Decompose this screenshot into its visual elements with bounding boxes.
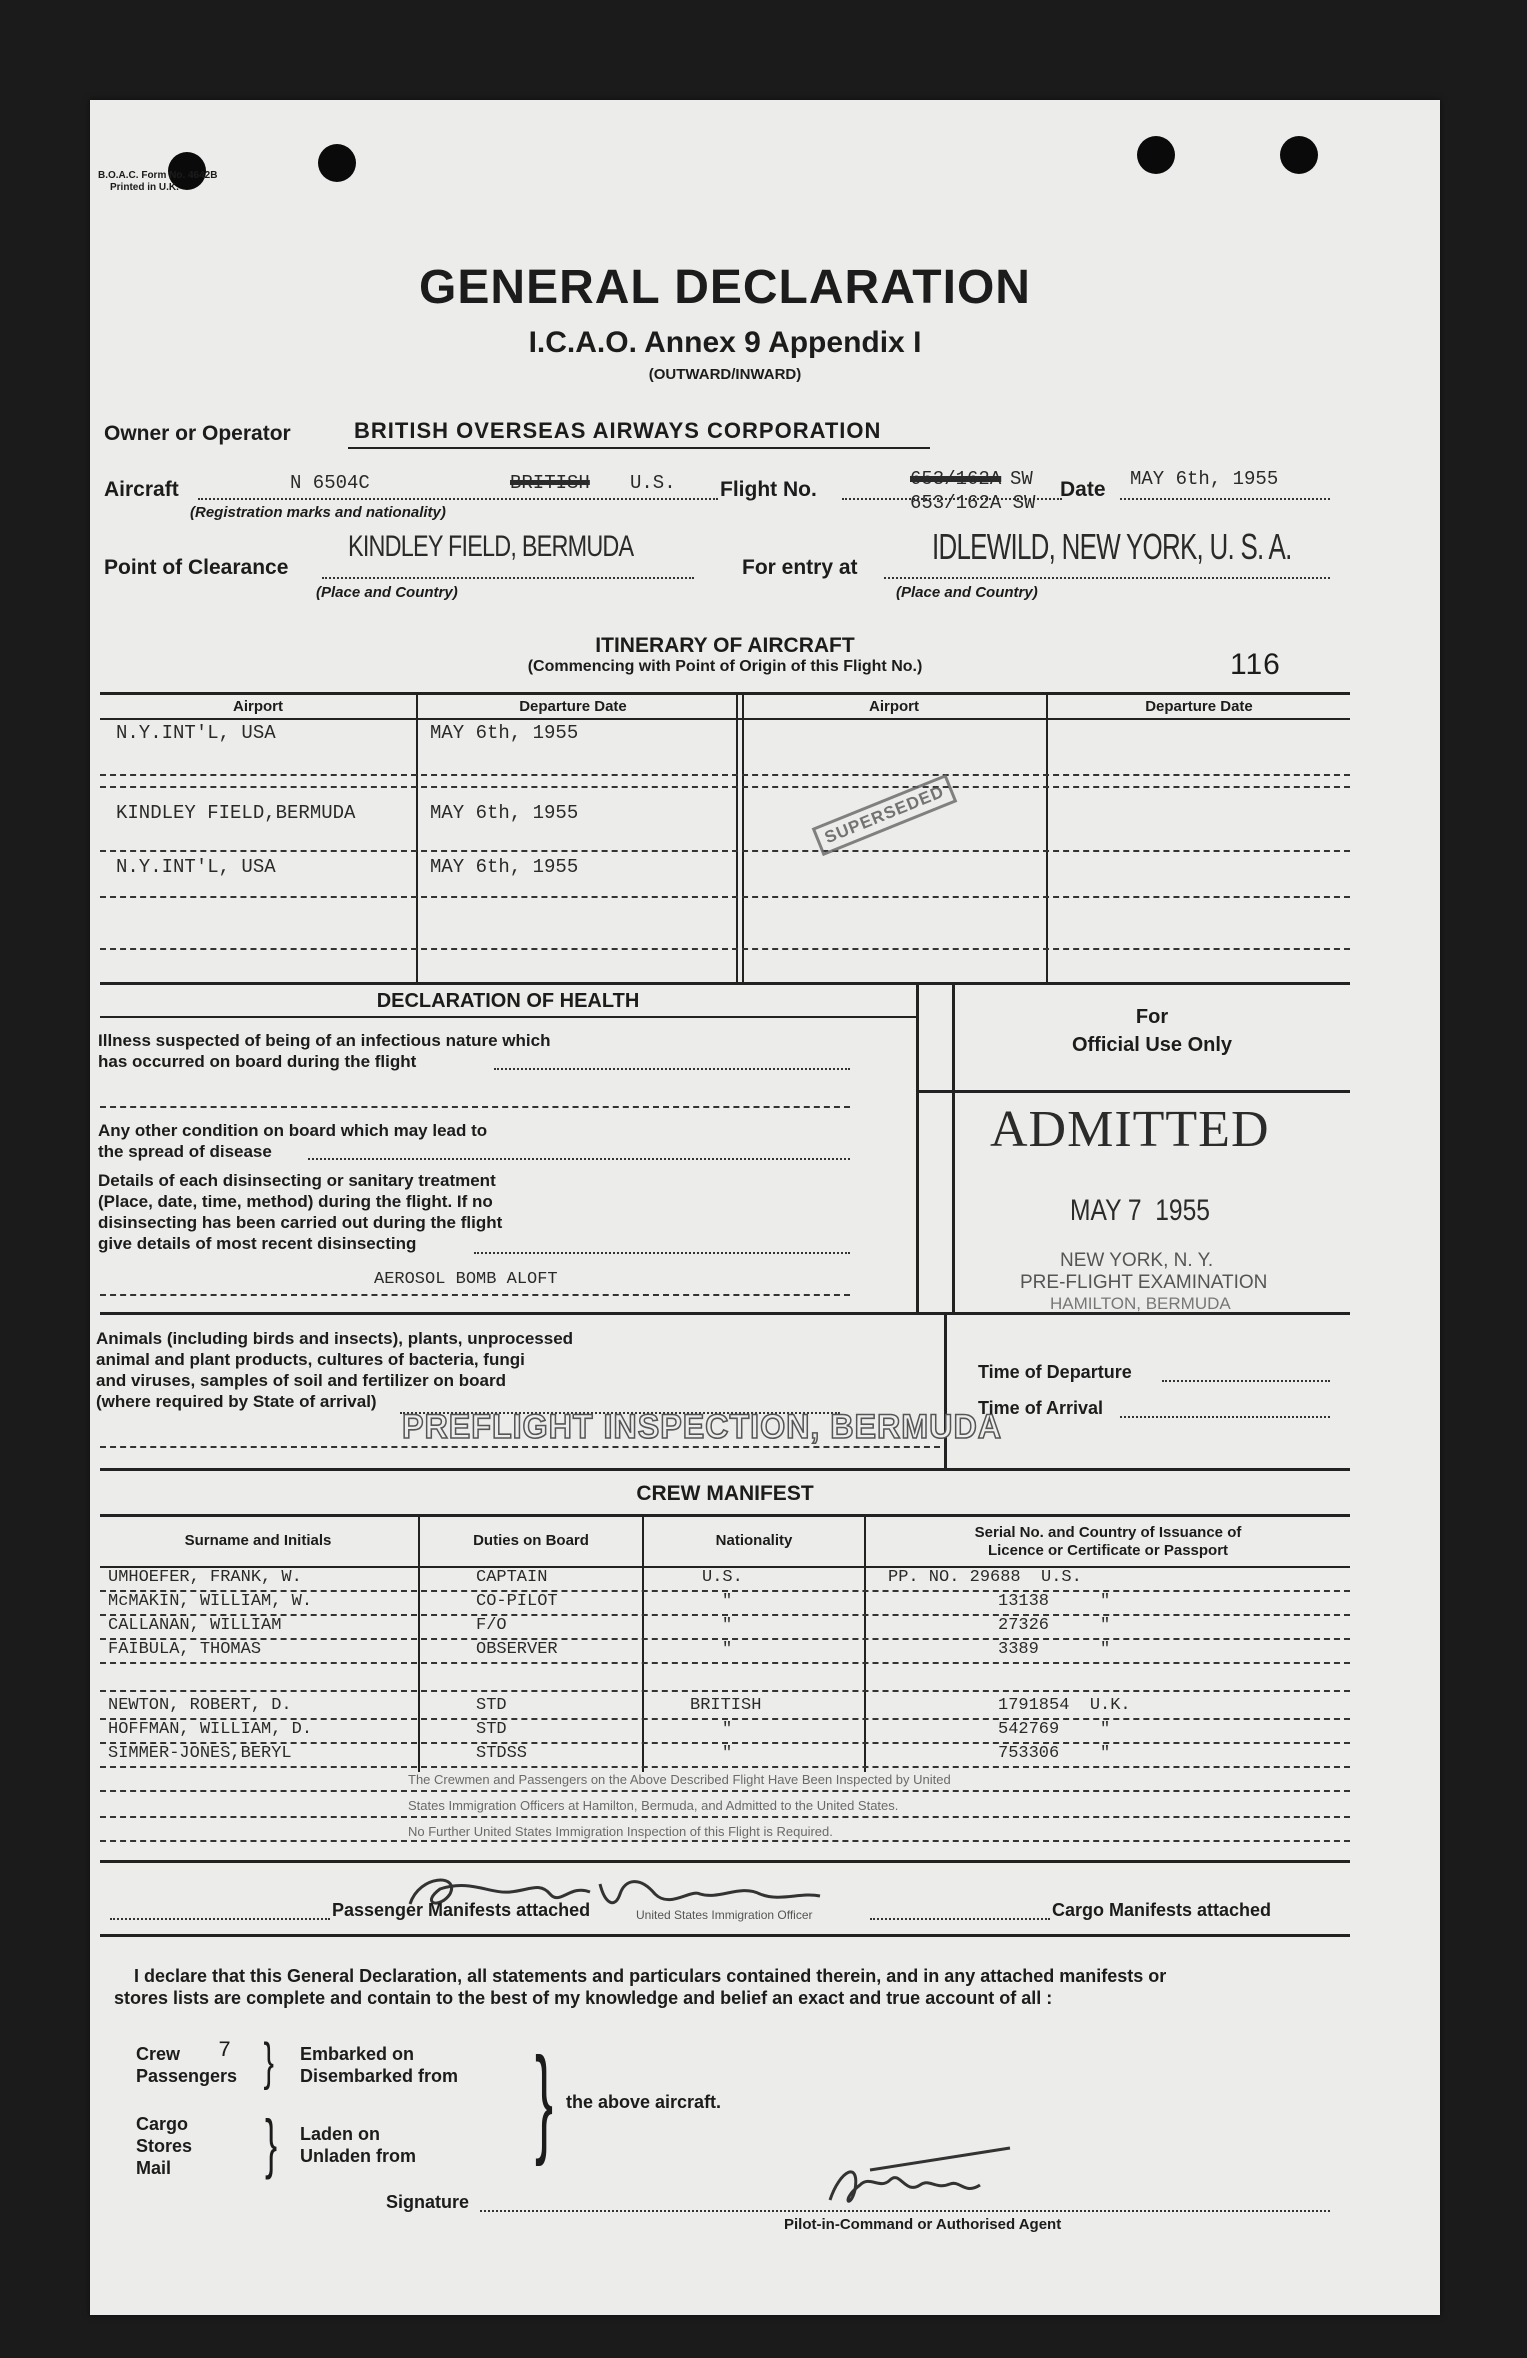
health-q2-line2: the spread of disease: [98, 1142, 272, 1161]
flight-struck-text: 653/162A: [910, 468, 1002, 490]
admitted-exam: PRE-FLIGHT EXAMINATION: [1020, 1272, 1268, 1293]
official-title-2: Official Use Only: [1071, 1034, 1233, 1056]
clearance-value: KINDLEY FIELD, BERMUDA: [348, 530, 634, 563]
signature-label: Signature: [386, 2192, 470, 2212]
health-q4-line1: Animals (including birds and insects), plants, unprocessed: [96, 1329, 574, 1348]
crew-row-duty: STDSS: [476, 1744, 528, 1763]
health-q2-line1: Any other condition on board which may lead to: [98, 1121, 488, 1140]
unladen-label: Unladen from: [300, 2146, 417, 2166]
passengers-label: Passengers: [136, 2066, 238, 2086]
crew-row-nationality: ": [722, 1720, 733, 1739]
aircraft-registration: N 6504C: [290, 472, 370, 494]
stores-label: Stores: [136, 2136, 193, 2156]
crew-row-nationality: ": [722, 1592, 733, 1611]
owner-value: BRITISH OVERSEAS AIRWAYS CORPORATION: [354, 418, 882, 443]
itinerary-number: 116: [1230, 648, 1281, 681]
crew-row-nationality: ": [722, 1744, 733, 1763]
punch-hole: [1137, 136, 1175, 174]
declaration-text-1: I declare that this General Declaration, all statements and particulars contained therein, and in any attached manifests or: [134, 1966, 1167, 1986]
date-value: MAY 6th, 1955: [1130, 468, 1279, 490]
crew-row-duty: CAPTAIN: [476, 1568, 548, 1587]
itinerary-title: ITINERARY OF AIRCRAFT: [595, 634, 855, 657]
itin-row-airport: KINDLEY FIELD,BERMUDA: [116, 802, 356, 824]
health-q3: [98, 1170, 502, 1254]
aircraft-struck-text: BRITISH: [510, 472, 590, 494]
form-subtitle2: (OUTWARD/INWARD): [648, 366, 802, 383]
declaration-form: B.O.A.C. Form No. 4642B Printed in U.K. GENERAL DECLARATION I.C.A.O. Annex 9 Appendix I (OUTWARD/INWARD) Owner or Operator BRITISH OVERSEAS AIRWAYS CORPORATION Aircraft N 6504C BRITISH U.S. (Registration marks and nationality) Flight No. 653/162A SW 653/162A SW Date MAY 6th, 1955 Point of Clearance KINDLEY FIELD, BERMUDA (Place and Country) For entry at IDLEWILD, NEW YORK, U. S. A. (Place and Country) ITINERARY OF AIRCRAFT (Commencing with Point of Origin of this Flight No.) 116 Airport Departure Date Airport Departure Date N.Y.INT'L, USA MAY 6th, 1955 KINDLEY FIELD,BERMUDA MAY 6th, 1955 N.Y.INT'L, USA MAY 6th, 1955 SUPERSEDED DECLARATION OF HEALTH Illness suspected of being of an infectious nature which has occurred on board during the flight Any other condition on board which may lead to the spread of disease Details of each disinsecting or sanitary treatment (Place, date, time, method) during the flight. If no disinsecting has been carried out during the flight give details of most recent disinsecting AEROSOL BOMB ALOFT For Official Use Only ADMITTED MAY 7 1955 NEW YORK, N. Y. PRE-FLIGHT EXAMINATION HAMILTON, BERMUDA Animals (including birds and insects), plants, unprocessed animal and plant products, cultures of bacteria, fungi and viruses, samples of soil and fertilizer on board (where required by State of arrival) PREFLIGHT INSPECTION, BERMUDA Time of Departure Time of Arrival CREW MANIFEST Surname and Initials Duties on Board Nationality Serial No. and Country of Issuance of Licence or Certificate or Passport UMHOEFER, FRANK, W. CAPTAIN U.S. PP. NO. 29688 U.S. McMAKIN, WILLIAM, W. CO-PILOT " 13138 " CALLANAN, WILLIAM F/O " 27326 " FAIBULA, THOMAS OBSERVER " 3389 " NEWTON, ROBERT, D. STD BRITISH 1791854 U.K. HOFFMAN, WILLIAM, D. STD " 542769 " SIMMER-JONES,BERYL STDSS " 753306 " The Crewmen and Passengers on the Above Described Flight Have Been Inspected by United States Immigration Officers at Hamilton, Bermuda, and Admitted to the United States. No Further United States Immigration Inspection of this Flight is Required. Passenger Manifests attached United States Immigration Officer Cargo Manifests attached I declare that this General Declaration, all statements and particulars contained therein, and in any attached manifests or stores lists are complete and contain to the best of my knowledge and belief an exact and true account of all : Crew 7 Passengers } Embarked on Disembarked from } the above aircraft. Cargo Stores Mail } Laden on Unladen from Signature Pilot-in-Command or Authorised Agent: [90, 100, 1440, 2315]
crew-row-name: SIMMER-JONES,BERYL: [108, 1744, 292, 1763]
crew-header-duties: Duties on Board: [473, 1532, 589, 1549]
declaration-text-2: stores lists are complete and contain to the best of my knowledge and belief an exact and true account of all :: [114, 1988, 1053, 2008]
passenger-manifests-label: Passenger Manifests attached: [332, 1900, 591, 1920]
itin-row-airport: N.Y.INT'L, USA: [116, 856, 276, 878]
crew-header-name: Surname and Initials: [184, 1532, 332, 1549]
form-ref-line1: B.O.A.C. Form No. 4642B: [98, 170, 218, 181]
disinsecting-answer: AEROSOL BOMB ALOFT: [374, 1270, 558, 1289]
immigration-stamp-line3: No Further United States Immigration Inspection of this Flight is Required.: [408, 1824, 833, 1839]
superseded-stamp: SUPERSEDED: [812, 774, 958, 856]
preflight-inspection-stamp: PREFLIGHT INSPECTION, BERMUDA: [402, 1408, 1002, 1446]
itin-row-airport: N.Y.INT'L, USA: [116, 722, 276, 744]
crew-row-name: UMHOEFER, FRANK, W.: [108, 1568, 302, 1587]
itin-row-date: MAY 6th, 1955: [430, 802, 579, 824]
itin-header-date-1: Departure Date: [519, 698, 627, 715]
itin-header-airport-1: Airport: [233, 698, 283, 715]
crew-row-nationality: BRITISH: [690, 1696, 762, 1715]
crew-row-name: FAIBULA, THOMAS: [108, 1640, 262, 1659]
crew-row-nationality: ": [722, 1640, 733, 1659]
disembarked-label: Disembarked from: [300, 2066, 459, 2086]
immigration-stamp-line1: The Crewmen and Passengers on the Above Described Flight Have Been Inspected by United: [408, 1772, 951, 1787]
official-title-1: For: [1135, 1006, 1169, 1028]
itin-row-date: MAY 6th, 1955: [430, 722, 579, 744]
crew-row-nationality: ": [722, 1616, 733, 1635]
health-q2: [98, 1120, 487, 1162]
itin-header-airport-2: Airport: [869, 698, 919, 715]
crew-row-serial: 13138 ": [998, 1592, 1111, 1611]
cargo-manifests-label: Cargo Manifests attached: [1052, 1900, 1272, 1920]
admitted-location: HAMILTON, BERMUDA: [1050, 1294, 1231, 1313]
punch-hole: [1280, 136, 1318, 174]
health-title: DECLARATION OF HEALTH: [376, 990, 640, 1012]
flight-number: 653/162A SW: [910, 492, 1036, 514]
crew-label: Crew: [136, 2044, 181, 2064]
cargo-label: Cargo: [136, 2114, 189, 2134]
above-aircraft-label: the above aircraft.: [566, 2092, 722, 2112]
owner-label: Owner or Operator: [104, 422, 291, 445]
entry-label: For entry at: [742, 556, 858, 579]
itin-row-date: MAY 6th, 1955: [430, 856, 579, 878]
form-ref: [98, 170, 217, 194]
entry-value: IDLEWILD, NEW YORK, U. S. A.: [932, 526, 1292, 567]
health-q1-line1: Illness suspected of being of an infectious nature which: [98, 1031, 551, 1050]
health-q1-line2: has occurred on board during the flight: [98, 1052, 417, 1071]
flight-label: Flight No.: [720, 478, 817, 501]
form-subtitle: I.C.A.O. Annex 9 Appendix I: [528, 326, 922, 359]
form-title: GENERAL DECLARATION: [419, 261, 1031, 314]
aircraft-label: Aircraft: [104, 478, 179, 501]
crew-row-serial: 542769 ": [998, 1720, 1111, 1739]
form-ref-line2: Printed in U.K.: [110, 182, 179, 193]
embarked-label: Embarked on: [300, 2044, 415, 2064]
immigration-officer-caption: United States Immigration Officer: [636, 1908, 813, 1922]
clearance-label: Point of Clearance: [104, 556, 289, 579]
health-q3-line4: give details of most recent disinsecting: [98, 1234, 417, 1253]
health-q4: [96, 1328, 573, 1412]
laden-label: Laden on: [300, 2124, 380, 2144]
entry-caption: (Place and Country): [896, 584, 1038, 601]
health-q4-line4: (where required by State of arrival): [96, 1392, 377, 1411]
crew-row-serial: 753306 ": [998, 1744, 1111, 1763]
crew-row-name: CALLANAN, WILLIAM: [108, 1616, 282, 1635]
crew-row-duty: CO-PILOT: [476, 1592, 558, 1611]
admitted-stamp: ADMITTED: [990, 1101, 1270, 1158]
signature-caption: Pilot-in-Command or Authorised Agent: [784, 2216, 1062, 2233]
mail-label: Mail: [136, 2158, 172, 2178]
pilot-signature: [810, 2140, 1060, 2220]
crew-header-serial-2: Licence or Certificate or Passport: [987, 1542, 1229, 1559]
crew-row-serial: PP. NO. 29688 U.S.: [888, 1568, 1082, 1587]
admitted-place: NEW YORK, N. Y.: [1060, 1250, 1214, 1271]
immigration-stamp-line2: States Immigration Officers at Hamilton, Bermuda, and Admitted to the United States.: [408, 1798, 899, 1813]
crew-row-serial: 27326 ": [998, 1616, 1111, 1635]
crew-row-duty: OBSERVER: [476, 1640, 558, 1659]
aircraft-nationality: U.S.: [630, 472, 676, 494]
health-q1: [98, 1030, 550, 1072]
time-of-departure-label: Time of Departure: [978, 1362, 1132, 1382]
punch-hole: [318, 144, 356, 182]
crew-row-nationality: U.S.: [702, 1568, 743, 1587]
crew-row-serial: 1791854 U.K.: [998, 1696, 1131, 1715]
itin-header-date-2: Departure Date: [1145, 698, 1253, 715]
crew-count: 7: [218, 2038, 232, 2063]
crew-manifest-title: CREW MANIFEST: [636, 1482, 814, 1505]
crew-row-serial: 3389 ": [998, 1640, 1111, 1659]
time-of-arrival-label: Time of Arrival: [978, 1398, 1104, 1418]
crew-header-nationality: Nationality: [715, 1532, 793, 1549]
registration-caption: (Registration marks and nationality): [190, 504, 446, 521]
date-label: Date: [1060, 478, 1106, 501]
flight-suffix: SW: [1010, 468, 1033, 490]
crew-row-duty: STD: [476, 1696, 507, 1715]
crew-row-name: McMAKIN, WILLIAM, W.: [108, 1592, 313, 1611]
crew-row-name: HOFFMAN, WILLIAM, D.: [108, 1720, 313, 1739]
health-q3-line3: disinsecting has been carried out during the flight: [98, 1213, 503, 1232]
crew-row-duty: STD: [476, 1720, 507, 1739]
health-q3-line1: Details of each disinsecting or sanitary treatment: [98, 1171, 496, 1190]
clearance-caption: (Place and Country): [316, 584, 458, 601]
health-q4-line3: and viruses, samples of soil and fertilizer on board: [96, 1371, 506, 1390]
health-q4-line2: animal and plant products, cultures of bacteria, fungi: [96, 1350, 525, 1369]
admitted-date: MAY 7 1955: [1070, 1194, 1210, 1227]
itinerary-subtitle: (Commencing with Point of Origin of this Flight No.): [527, 658, 923, 675]
crew-row-name: NEWTON, ROBERT, D.: [108, 1696, 292, 1715]
crew-row-duty: F/O: [476, 1616, 507, 1635]
health-q3-line2: (Place, date, time, method) during the flight. If no: [98, 1192, 493, 1211]
crew-header-serial-1: Serial No. and Country of Issuance of: [974, 1524, 1242, 1541]
